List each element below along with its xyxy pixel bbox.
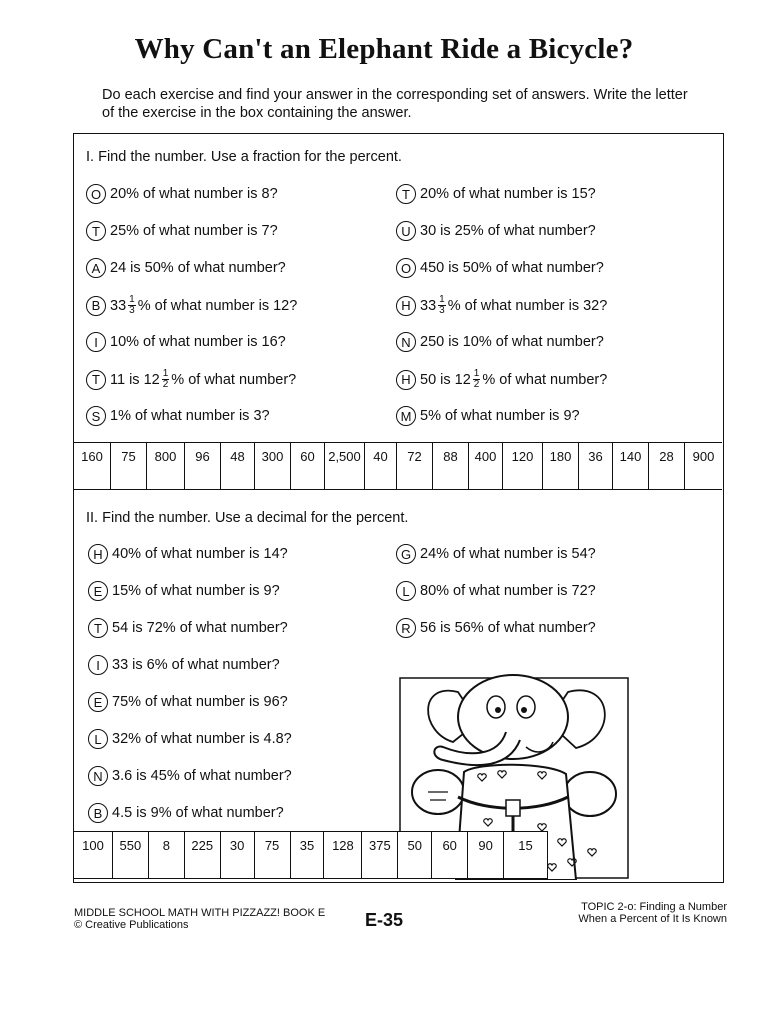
exercise-text: 33 is 6% of what number? xyxy=(112,657,280,673)
exercise-letter-circle: O xyxy=(396,258,416,278)
exercise-letter-circle: I xyxy=(88,655,108,675)
exercise-letter-circle: N xyxy=(88,766,108,786)
section-2-answer-row xyxy=(74,831,548,879)
fraction xyxy=(438,295,446,316)
exercise-text-suffix: % of what number is 12? xyxy=(137,297,298,314)
exercise-item xyxy=(86,295,297,316)
exercise-letter-circle: H xyxy=(88,544,108,564)
fraction xyxy=(128,295,136,316)
exercise-item xyxy=(88,655,280,675)
exercise-text: 20% of what number is 8? xyxy=(110,186,278,202)
exercise-letter-circle: B xyxy=(86,296,106,316)
exercise-text: 56 is 56% of what number? xyxy=(420,620,596,636)
exercise-letter-circle: E xyxy=(88,581,108,601)
fraction-denominator: 3 xyxy=(129,305,135,316)
exercise-letter-circle: G xyxy=(396,544,416,564)
exercise-letter-circle: R xyxy=(396,618,416,638)
exercise-text: 250 is 10% of what number? xyxy=(420,334,604,350)
exercise-letter-circle: B xyxy=(88,803,108,823)
answer-box[interactable]: 128 xyxy=(323,832,361,878)
exercise-item xyxy=(396,618,596,638)
answer-box[interactable]: 225 xyxy=(184,832,220,878)
exercise-item xyxy=(396,184,596,204)
answer-box[interactable]: 400 xyxy=(468,443,502,489)
answer-box[interactable]: 120 xyxy=(502,443,542,489)
section-2-heading: II. Find the number. Use a decimal for the percent. xyxy=(86,510,409,526)
answer-box[interactable]: 60 xyxy=(290,443,324,489)
section-1-heading: I. Find the number. Use a fraction for the percent. xyxy=(86,149,402,165)
exercise-text: 1% of what number is 3? xyxy=(110,408,270,424)
instructions: Do each exercise and find your answer in the corresponding set of answers. Write the letter of the exercise in the box containing the answer. xyxy=(102,87,688,121)
fraction-numerator: 1 xyxy=(129,294,135,305)
answer-box[interactable]: 300 xyxy=(254,443,290,489)
exercise-text: 15% of what number is 9? xyxy=(112,583,280,599)
exercise-item xyxy=(88,618,288,638)
exercise-letter-circle: M xyxy=(396,406,416,426)
exercise-text: 32% of what number is 4.8? xyxy=(112,731,292,747)
exercise-letter-circle: N xyxy=(396,332,416,352)
answer-box[interactable]: 2,500 xyxy=(324,443,364,489)
answer-box[interactable]: 40 xyxy=(364,443,396,489)
answer-box[interactable]: 900 xyxy=(684,443,722,489)
exercise-text: 40% of what number is 14? xyxy=(112,546,288,562)
answer-box[interactable]: 375 xyxy=(361,832,397,878)
exercise-text-prefix: 11 is 12 xyxy=(110,371,160,388)
page-number: E-35 xyxy=(364,910,404,930)
exercise-letter-circle: H xyxy=(396,370,416,390)
answer-box[interactable]: 15 xyxy=(503,832,547,878)
answer-box[interactable]: 8 xyxy=(148,832,184,878)
exercise-item xyxy=(86,406,270,426)
exercise-letter-circle: E xyxy=(88,692,108,712)
answer-box[interactable]: 30 xyxy=(220,832,254,878)
exercise-item xyxy=(86,221,278,241)
answer-box[interactable]: 48 xyxy=(220,443,254,489)
exercise-item xyxy=(396,295,607,316)
exercise-text: 75% of what number is 96? xyxy=(112,694,288,710)
exercise-letter-circle: O xyxy=(86,184,106,204)
answer-box[interactable]: 75 xyxy=(254,832,290,878)
exercise-item xyxy=(88,803,284,823)
exercise-letter-circle: L xyxy=(88,729,108,749)
fraction-numerator: 1 xyxy=(162,368,169,379)
exercise-letter-circle: T xyxy=(86,221,106,241)
fraction xyxy=(162,369,170,390)
answer-box[interactable]: 36 xyxy=(578,443,612,489)
page-title: Why Can't an Elephant Ride a Bicycle? xyxy=(134,33,634,65)
answer-box[interactable]: 160 xyxy=(81,449,103,464)
exercise-item xyxy=(396,221,596,241)
fraction xyxy=(473,369,481,390)
exercise-item xyxy=(396,544,596,564)
exercise-letter-circle: U xyxy=(396,221,416,241)
exercise-item xyxy=(88,544,288,564)
answer-box[interactable]: 72 xyxy=(396,443,432,489)
exercise-text: 10% of what number is 16? xyxy=(110,334,286,350)
exercise-text-suffix: % of what number is 32? xyxy=(447,297,608,314)
fraction-denominator: 2 xyxy=(162,379,169,390)
exercise-text: 25% of what number is 7? xyxy=(110,223,278,239)
footer-copyright: © Creative Publications xyxy=(74,919,189,931)
exercise-item xyxy=(86,332,286,352)
fraction-denominator: 3 xyxy=(439,305,445,316)
exercise-letter-circle: L xyxy=(396,581,416,601)
exercise-item xyxy=(88,581,280,601)
exercise-text: 30 is 25% of what number? xyxy=(420,223,596,239)
exercise-item xyxy=(88,766,292,786)
exercise-item xyxy=(396,332,604,352)
answer-box[interactable]: 550 xyxy=(112,832,148,878)
answer-box[interactable]: 60 xyxy=(431,832,467,878)
exercise-text: 4.5 is 9% of what number? xyxy=(112,805,284,821)
answer-box[interactable]: 800 xyxy=(146,443,184,489)
exercise-letter-circle: T xyxy=(396,184,416,204)
answer-box[interactable]: 75 xyxy=(110,443,146,489)
answer-box[interactable]: 88 xyxy=(432,443,468,489)
exercise-text-prefix: 33 xyxy=(420,297,437,314)
exercise-text-suffix: % of what number? xyxy=(482,371,608,388)
answer-box[interactable]: 35 xyxy=(290,832,324,878)
exercise-letter-circle: T xyxy=(88,618,108,638)
exercise-letter-circle: H xyxy=(396,296,416,316)
answer-box[interactable]: 140 xyxy=(612,443,648,489)
footer-topic xyxy=(520,901,727,925)
fraction-numerator: 1 xyxy=(439,294,445,305)
exercise-letter-circle: T xyxy=(86,370,106,390)
exercise-item xyxy=(86,184,278,204)
exercise-letter-circle: I xyxy=(86,332,106,352)
exercise-text: 20% of what number is 15? xyxy=(420,186,596,202)
exercise-text: 80% of what number is 72? xyxy=(420,583,596,599)
exercise-letter-circle: S xyxy=(86,406,106,426)
footer-topic-line-2: When a Percent of It Is Known xyxy=(578,913,727,925)
answer-box[interactable]: 180 xyxy=(542,443,578,489)
answer-box[interactable]: 90 xyxy=(467,832,503,878)
exercise-text: 5% of what number is 9? xyxy=(420,408,580,424)
exercise-text: 54 is 72% of what number? xyxy=(112,620,288,636)
exercise-text-prefix: 33 xyxy=(110,297,127,314)
exercise-text-prefix: 50 is 12 xyxy=(420,371,471,388)
exercise-item xyxy=(396,369,607,390)
exercise-item xyxy=(86,369,296,390)
exercise-item xyxy=(396,406,580,426)
exercise-text: 24% of what number is 54? xyxy=(420,546,596,562)
exercise-item xyxy=(88,692,288,712)
exercise-text: 24 is 50% of what number? xyxy=(110,260,286,276)
exercise-letter-circle: A xyxy=(86,258,106,278)
exercise-item xyxy=(396,581,596,601)
exercise-text: 450 is 50% of what number? xyxy=(420,260,604,276)
answer-box[interactable]: 96 xyxy=(184,443,220,489)
footer-book-title: MIDDLE SCHOOL MATH WITH PIZZAZZ! BOOK E xyxy=(74,907,326,919)
exercise-text: 3.6 is 45% of what number? xyxy=(112,768,292,784)
answer-box[interactable]: 28 xyxy=(648,443,684,489)
exercise-item xyxy=(86,258,286,278)
fraction-denominator: 2 xyxy=(473,379,480,390)
section-1-answer-row xyxy=(74,442,722,490)
exercise-text-suffix: % of what number? xyxy=(171,371,297,388)
footer-topic-line-1: TOPIC 2-o: Finding a Number xyxy=(581,901,727,913)
answer-box[interactable]: 100 xyxy=(82,838,104,853)
exercise-item xyxy=(88,729,292,749)
answer-box[interactable]: 50 xyxy=(397,832,431,878)
exercise-item xyxy=(396,258,604,278)
fraction-numerator: 1 xyxy=(473,368,480,379)
